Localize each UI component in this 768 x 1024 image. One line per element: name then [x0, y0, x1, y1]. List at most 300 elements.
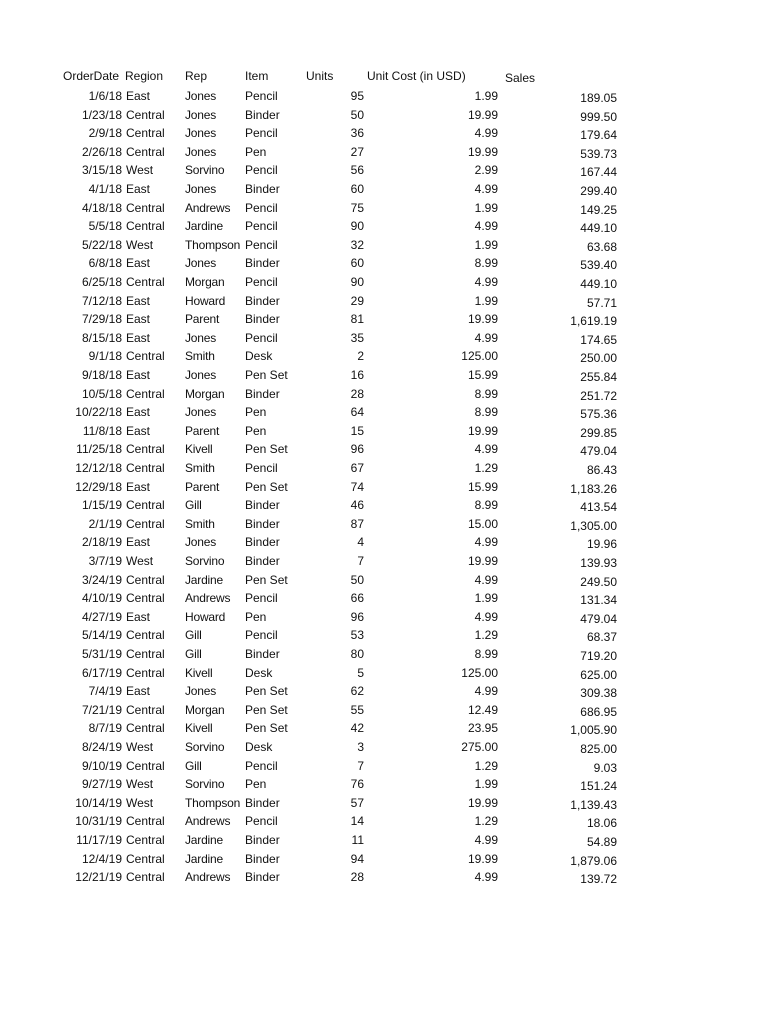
rep-cell: Jones: [185, 330, 217, 345]
order-date-cell: 4/1/18: [88, 182, 122, 196]
region-cell: East: [126, 89, 151, 103]
item-cell: Binder: [245, 795, 280, 810]
units-cell: 2: [357, 349, 364, 364]
sales-cell: 449.10: [580, 221, 617, 236]
sales-cell: 539.40: [580, 258, 617, 273]
region-cell: Central: [126, 591, 165, 606]
item-cell: Binder: [245, 535, 280, 550]
region-cell: Central: [126, 498, 165, 513]
region-cell: East: [126, 312, 151, 327]
order-date-cell: 5/5/18: [88, 219, 122, 234]
table-row: [0, 219, 768, 237]
region-cell: East: [126, 535, 151, 550]
unit-cost-cell: 1.29: [474, 461, 498, 475]
item-cell: Pencil: [245, 163, 278, 178]
rep-cell: Jardine: [185, 219, 223, 234]
region-cell: Central: [126, 833, 165, 847]
unit-cost-cell: 4.99: [474, 609, 498, 624]
header-rep: Rep: [185, 69, 208, 83]
order-date-cell: 2/9/18: [88, 126, 122, 141]
item-cell: Binder: [245, 256, 280, 271]
units-cell: 56: [350, 163, 364, 178]
order-date-cell: 11/8/18: [82, 423, 122, 438]
order-date-cell: 9/18/18: [81, 368, 122, 382]
sales-cell: 1,139.43: [570, 797, 617, 812]
rep-cell: Jones: [185, 89, 217, 103]
table-row: [0, 554, 768, 572]
order-date-cell: 4/27/19: [81, 609, 122, 624]
order-date-cell: 10/31/19: [75, 814, 122, 829]
rep-cell: Smith: [185, 349, 215, 364]
item-cell: Pen Set: [245, 684, 288, 699]
order-date-cell: 11/17/19: [76, 833, 122, 847]
rep-cell: Jones: [185, 405, 217, 420]
sales-cell: 255.84: [580, 370, 617, 384]
item-cell: Binder: [245, 498, 280, 513]
unit-cost-cell: 4.99: [474, 126, 498, 141]
table-row: [0, 759, 768, 777]
order-date-cell: 9/10/19: [81, 758, 122, 773]
sales-cell: 9.03: [593, 760, 617, 775]
order-date-cell: 12/29/18: [75, 479, 122, 494]
table-row: [0, 684, 768, 702]
table-row: [0, 870, 768, 888]
sales-cell: 139.93: [580, 556, 617, 570]
units-cell: 64: [350, 405, 364, 420]
unit-cost-cell: 4.99: [474, 870, 498, 885]
table-row: [0, 256, 768, 274]
unit-cost-cell: 1.99: [474, 777, 498, 792]
rep-cell: Smith: [185, 516, 215, 531]
table-row: [0, 182, 768, 200]
header-sales: Sales: [505, 71, 536, 85]
sales-cell: 131.34: [580, 593, 617, 608]
rep-cell: Andrews: [185, 870, 231, 885]
table-row: [0, 238, 768, 256]
unit-cost-cell: 4.99: [474, 330, 498, 345]
item-cell: Pen: [245, 144, 267, 159]
rep-cell: Gill: [185, 498, 202, 513]
units-cell: 95: [350, 89, 364, 103]
region-cell: Central: [126, 349, 165, 364]
sales-cell: 63.68: [586, 239, 617, 254]
table-row: [0, 163, 768, 181]
units-cell: 16: [350, 368, 364, 382]
rep-cell: Sorvino: [185, 554, 225, 568]
units-cell: 96: [350, 442, 364, 457]
rep-cell: Jones: [185, 535, 217, 550]
table-row: [0, 628, 768, 646]
unit-cost-cell: 15.99: [467, 479, 498, 494]
item-cell: Pen: [245, 423, 267, 438]
table-row: [0, 424, 768, 442]
item-cell: Binder: [245, 554, 280, 568]
item-cell: Desk: [245, 740, 273, 754]
item-cell: Desk: [245, 665, 273, 680]
unit-cost-cell: 4.99: [474, 442, 498, 457]
units-cell: 96: [350, 609, 364, 624]
sales-cell: 999.50: [580, 109, 617, 124]
header-unit-cost: Unit Cost (in USD): [367, 69, 466, 83]
item-cell: Binder: [245, 516, 280, 531]
unit-cost-cell: 1.99: [474, 89, 498, 103]
sales-cell: 539.73: [580, 146, 617, 161]
order-date-cell: 8/15/18: [81, 330, 122, 345]
unit-cost-cell: 4.99: [474, 275, 498, 289]
table-row: [0, 777, 768, 795]
rep-cell: Kivell: [185, 721, 213, 736]
unit-cost-cell: 19.99: [467, 312, 498, 327]
rep-cell: Jones: [185, 368, 217, 382]
unit-cost-cell: 4.99: [474, 219, 498, 234]
table-row: [0, 349, 768, 367]
rep-cell: Jones: [185, 256, 217, 271]
table-row: [0, 647, 768, 665]
sales-cell: 299.85: [580, 425, 617, 440]
sales-cell: 151.24: [580, 779, 617, 794]
table-row: [0, 535, 768, 553]
item-cell: Pencil: [245, 275, 278, 289]
units-cell: 66: [350, 591, 364, 606]
unit-cost-cell: 1.29: [474, 628, 498, 643]
item-cell: Pen: [245, 777, 267, 792]
table-row: [0, 387, 768, 405]
sales-cell: 19.96: [586, 537, 617, 552]
unit-cost-cell: 125.00: [461, 349, 498, 364]
sales-cell: 189.05: [580, 91, 617, 105]
rep-cell: Kivell: [185, 442, 213, 457]
units-cell: 60: [350, 256, 364, 271]
sales-cell: 719.20: [580, 649, 617, 663]
rep-cell: Parent: [185, 423, 220, 438]
order-date-cell: 8/7/19: [88, 721, 122, 736]
item-cell: Pencil: [245, 200, 278, 215]
sales-cell: 174.65: [580, 332, 617, 347]
order-date-cell: 5/14/19: [81, 628, 122, 643]
region-cell: Central: [126, 275, 165, 289]
order-date-cell: 10/22/18: [75, 405, 122, 420]
order-date-cell: 2/26/18: [81, 144, 122, 159]
table-row: [0, 331, 768, 349]
item-cell: Desk: [245, 349, 273, 364]
item-cell: Pen Set: [245, 368, 288, 382]
units-cell: 57: [350, 795, 364, 810]
unit-cost-cell: 8.99: [474, 498, 498, 513]
rep-cell: Morgan: [185, 386, 225, 401]
region-cell: Central: [126, 702, 165, 717]
order-date-cell: 8/24/19: [81, 740, 122, 754]
units-cell: 7: [357, 554, 364, 568]
sales-cell: 250.00: [580, 351, 617, 366]
rep-cell: Morgan: [185, 702, 225, 717]
table-row: [0, 666, 768, 684]
order-date-cell: 7/4/19: [88, 684, 122, 699]
units-cell: 4: [357, 535, 364, 550]
unit-cost-cell: 8.99: [474, 647, 498, 661]
order-date-cell: 5/22/18: [81, 237, 122, 252]
region-cell: Central: [126, 516, 165, 531]
units-cell: 28: [350, 870, 364, 885]
item-cell: Pencil: [245, 126, 278, 141]
units-cell: 76: [350, 777, 364, 792]
region-cell: Central: [126, 386, 165, 401]
order-date-cell: 4/18/18: [81, 200, 122, 215]
region-cell: Central: [126, 107, 165, 122]
order-date-cell: 10/14/19: [75, 795, 122, 810]
order-date-cell: 9/27/19: [81, 777, 122, 792]
unit-cost-cell: 125.00: [461, 665, 498, 680]
rep-cell: Parent: [185, 479, 220, 494]
sales-cell: 575.36: [580, 407, 617, 422]
sales-cell: 68.37: [586, 630, 617, 645]
order-date-cell: 6/17/19: [81, 665, 122, 680]
sales-cell: 139.72: [580, 872, 617, 887]
sales-cell: 479.04: [580, 444, 617, 459]
sales-cell: 479.04: [580, 611, 617, 626]
region-cell: Central: [126, 461, 165, 475]
item-cell: Pen Set: [245, 479, 288, 494]
header-region: Region: [125, 69, 164, 83]
table-row: [0, 442, 768, 460]
region-cell: Central: [126, 144, 165, 159]
table-row: [0, 814, 768, 832]
item-cell: Pen: [245, 405, 267, 420]
unit-cost-cell: 8.99: [474, 405, 498, 420]
sales-cell: 249.50: [580, 574, 617, 589]
rep-cell: Jones: [185, 182, 217, 196]
order-date-cell: 7/12/18: [81, 293, 122, 308]
unit-cost-cell: 4.99: [474, 182, 498, 196]
unit-cost-cell: 19.99: [467, 107, 498, 122]
unit-cost-cell: 1.99: [474, 237, 498, 252]
units-cell: 14: [350, 814, 364, 829]
unit-cost-cell: 19.99: [467, 795, 498, 810]
sales-cell: 149.25: [580, 202, 617, 217]
region-cell: East: [126, 330, 151, 345]
unit-cost-cell: 8.99: [474, 386, 498, 401]
item-cell: Pencil: [245, 330, 278, 345]
units-cell: 28: [350, 386, 364, 401]
units-cell: 29: [350, 293, 364, 308]
units-cell: 55: [350, 702, 364, 717]
item-cell: Pencil: [245, 814, 278, 829]
unit-cost-cell: 1.29: [474, 758, 498, 773]
region-cell: East: [126, 684, 151, 699]
order-date-cell: 3/15/18: [81, 163, 122, 178]
table-row: [0, 368, 768, 386]
item-cell: Binder: [245, 312, 280, 327]
sales-cell: 1,005.90: [570, 723, 617, 738]
rep-cell: Jardine: [185, 572, 223, 587]
region-cell: Central: [126, 870, 165, 885]
header-order-date: OrderDate: [63, 69, 120, 83]
units-cell: 32: [350, 237, 364, 252]
units-cell: 15: [350, 423, 364, 438]
rep-cell: Andrews: [185, 814, 231, 829]
item-cell: Pencil: [245, 237, 278, 252]
sales-cell: 179.64: [580, 128, 617, 143]
rep-cell: Howard: [185, 293, 226, 308]
order-date-cell: 1/23/18: [81, 107, 122, 122]
region-cell: Central: [126, 442, 165, 457]
units-cell: 36: [350, 126, 364, 141]
order-date-cell: 7/21/19: [81, 702, 122, 717]
item-cell: Binder: [245, 647, 280, 661]
order-date-cell: 5/31/19: [81, 647, 122, 661]
rep-cell: Jardine: [185, 851, 223, 866]
table-row: [0, 461, 768, 479]
order-date-cell: 3/24/19: [81, 572, 122, 587]
rep-cell: Jones: [185, 684, 217, 699]
order-date-cell: 9/1/18: [88, 349, 122, 364]
table-row: [0, 108, 768, 126]
item-cell: Pen Set: [245, 702, 288, 717]
order-date-cell: 7/29/18: [81, 312, 122, 327]
sales-cell: 299.40: [580, 184, 617, 198]
region-cell: West: [126, 554, 154, 568]
units-cell: 35: [350, 330, 364, 345]
order-date-cell: 12/4/19: [81, 851, 122, 866]
region-cell: Central: [126, 126, 165, 141]
sales-cell: 413.54: [580, 500, 617, 515]
units-cell: 3: [357, 740, 364, 754]
unit-cost-cell: 4.99: [474, 535, 498, 550]
item-cell: Pen Set: [245, 572, 288, 587]
item-cell: Binder: [245, 182, 280, 196]
region-cell: West: [126, 795, 154, 810]
units-cell: 50: [350, 572, 364, 587]
units-cell: 75: [350, 200, 364, 215]
rep-cell: Jones: [185, 126, 217, 141]
item-cell: Pencil: [245, 628, 278, 643]
units-cell: 50: [350, 107, 364, 122]
header-item: Item: [245, 69, 269, 83]
region-cell: Central: [126, 851, 165, 866]
sales-cell: 1,183.26: [570, 481, 617, 496]
item-cell: Pencil: [245, 89, 278, 103]
rep-cell: Andrews: [185, 591, 231, 606]
unit-cost-cell: 15.99: [467, 368, 498, 382]
order-date-cell: 1/15/19: [81, 498, 122, 513]
unit-cost-cell: 12.49: [467, 702, 498, 717]
rep-cell: Gill: [185, 647, 202, 661]
rep-cell: Jardine: [185, 833, 223, 847]
unit-cost-cell: 1.99: [474, 591, 498, 606]
units-cell: 67: [350, 461, 364, 475]
sales-cell: 825.00: [580, 742, 617, 756]
sales-cell: 251.72: [580, 388, 617, 403]
table-row: [0, 498, 768, 516]
order-date-cell: 1/6/18: [88, 89, 122, 103]
sales-cell: 18.06: [586, 816, 617, 831]
region-cell: East: [126, 405, 151, 420]
unit-cost-cell: 4.99: [474, 684, 498, 699]
item-cell: Pencil: [245, 591, 278, 606]
order-date-cell: 11/25/18: [76, 442, 122, 457]
units-cell: 27: [350, 144, 364, 159]
table-row: [0, 703, 768, 721]
region-cell: East: [126, 293, 151, 308]
region-cell: East: [126, 609, 151, 624]
units-cell: 74: [350, 479, 364, 494]
units-cell: 42: [350, 721, 364, 736]
order-date-cell: 6/8/18: [88, 256, 122, 271]
table-row: [0, 591, 768, 609]
table-row: [0, 610, 768, 628]
table-row: [0, 126, 768, 144]
sales-cell: 686.95: [580, 704, 617, 719]
rep-cell: Gill: [185, 628, 202, 643]
table-row: [0, 517, 768, 535]
sales-cell: 449.10: [580, 277, 617, 291]
sales-cell: 54.89: [586, 835, 617, 849]
unit-cost-cell: 4.99: [474, 572, 498, 587]
order-date-cell: 2/1/19: [88, 516, 122, 531]
table-row: [0, 852, 768, 870]
rep-cell: Sorvino: [185, 777, 225, 792]
units-cell: 90: [350, 219, 364, 234]
item-cell: Binder: [245, 851, 280, 866]
rep-cell: Jones: [185, 107, 217, 122]
region-cell: West: [126, 163, 154, 178]
rep-cell: Morgan: [185, 275, 225, 289]
table-row: [0, 480, 768, 498]
region-cell: Central: [126, 665, 165, 680]
sales-cell: 86.43: [586, 463, 617, 477]
region-cell: West: [126, 740, 154, 754]
units-cell: 94: [350, 851, 364, 866]
sales-cell: 167.44: [580, 165, 617, 180]
region-cell: East: [126, 423, 151, 438]
units-cell: 60: [350, 182, 364, 196]
region-cell: East: [126, 256, 151, 271]
rep-cell: Sorvino: [185, 163, 225, 178]
rep-cell: Thompson: [185, 795, 241, 810]
item-cell: Pen Set: [245, 442, 288, 457]
rep-cell: Thompson: [185, 237, 241, 252]
unit-cost-cell: 8.99: [474, 256, 498, 271]
region-cell: Central: [126, 721, 165, 736]
region-cell: Central: [126, 200, 165, 215]
table-row: [0, 573, 768, 591]
region-cell: Central: [126, 758, 165, 773]
order-date-cell: 12/21/19: [75, 870, 122, 885]
table-row: [0, 721, 768, 739]
sales-cell: 57.71: [586, 295, 617, 310]
region-cell: Central: [126, 647, 165, 661]
units-cell: 46: [350, 498, 364, 513]
rep-cell: Kivell: [185, 665, 213, 680]
unit-cost-cell: 1.99: [474, 293, 498, 308]
sales-cell: 309.38: [580, 686, 617, 701]
rep-cell: Sorvino: [185, 740, 225, 754]
item-cell: Binder: [245, 107, 280, 122]
item-cell: Pen Set: [245, 721, 288, 736]
sales-cell: 625.00: [580, 667, 617, 682]
table-row: [0, 405, 768, 423]
unit-cost-cell: 19.99: [467, 423, 498, 438]
table-row: [0, 740, 768, 758]
table-row: [0, 201, 768, 219]
unit-cost-cell: 19.99: [467, 554, 498, 568]
table-row: [0, 294, 768, 312]
item-cell: Pen: [245, 609, 267, 624]
units-cell: 81: [350, 312, 364, 327]
table-row: [0, 145, 768, 163]
unit-cost-cell: 1.99: [474, 200, 498, 215]
units-cell: 53: [350, 628, 364, 643]
order-date-cell: 10/5/18: [81, 386, 122, 401]
